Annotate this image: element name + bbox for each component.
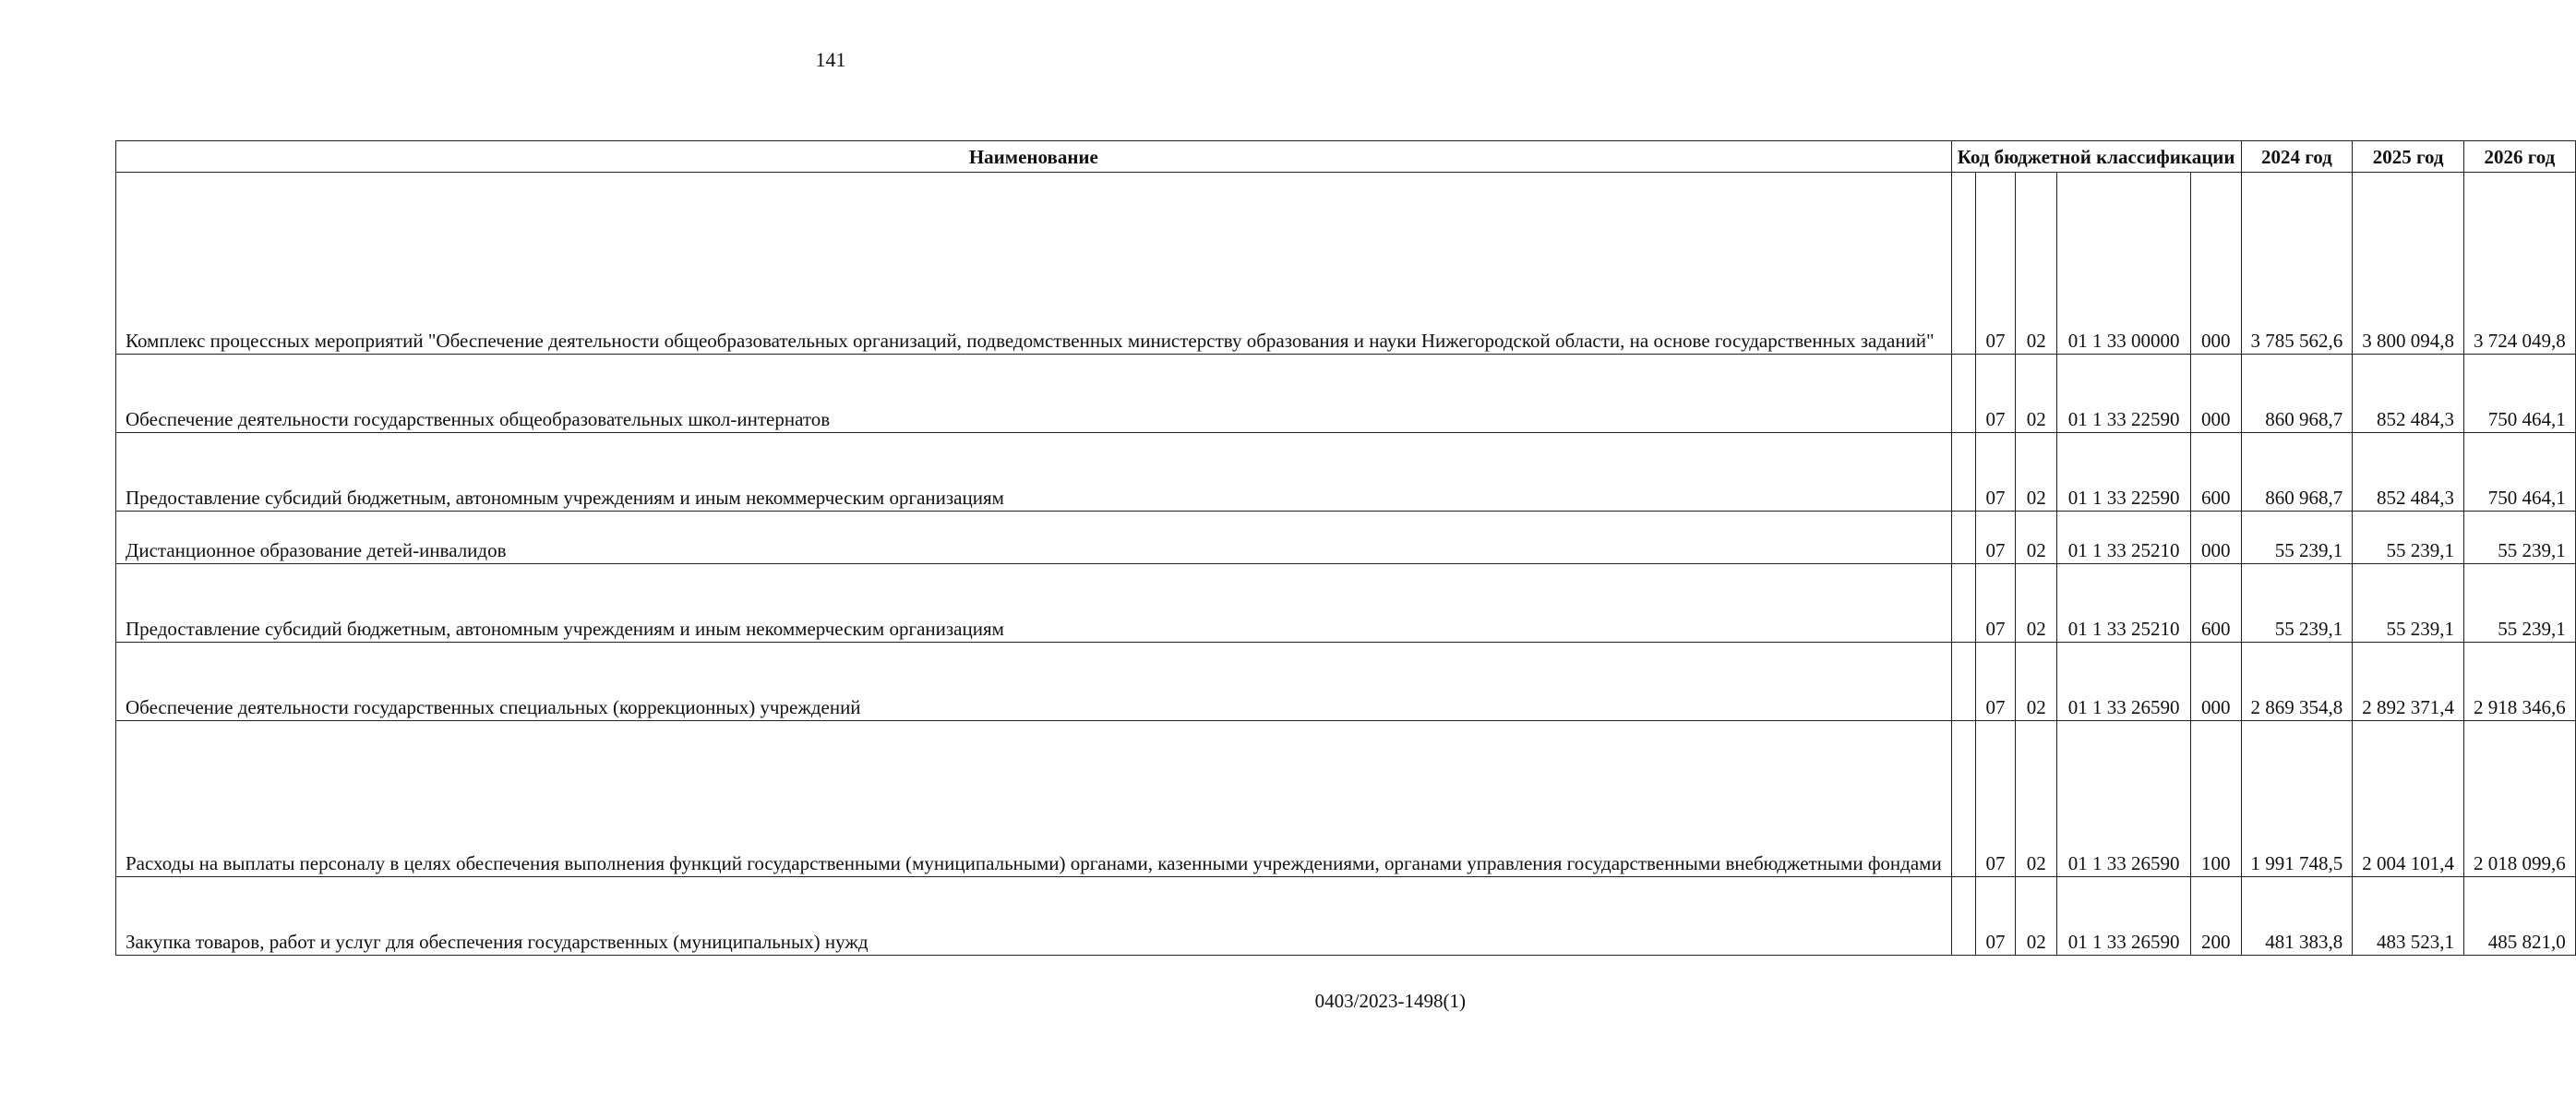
row-value-2025-cell: 483 523,1 [2353,877,2464,956]
row-target-code-cell: 01 1 33 00000 [2057,173,2191,355]
row-code-empty-cell [1951,173,1975,355]
document-code: 0403/2023-1498(1) [1314,990,1466,1012]
row-value-2026-cell: 3 724 049,8 [2464,173,2576,355]
row-value-2026-cell: 485 821,0 [2464,877,2576,956]
row-expense-type-cell: 100 [2191,721,2241,877]
row-value-2024-cell: 55 239,1 [2241,512,2353,564]
table-row [116,877,2576,956]
row-value-2025-cell: 2 004 101,4 [2353,721,2464,877]
row-name-cell: Комплекс процессных мероприятий "Обеспечение деятельности общеобразовательных организаций, подведомственных министерству образования и науки Нижегородской области, на основе государственных заданий" [116,173,1952,355]
row-expense-type-cell: 600 [2191,433,2241,512]
row-subsection-code-cell: 02 [2016,433,2057,512]
row-expense-type-cell: 200 [2191,877,2241,956]
row-subsection-code-cell: 02 [2016,564,2057,643]
row-expense-type-cell: 600 [2191,564,2241,643]
row-value-2025-cell: 852 484,3 [2353,433,2464,512]
row-target-code-cell: 01 1 33 26590 [2057,721,2191,877]
row-value-2024-cell: 3 785 562,6 [2241,173,2353,355]
row-name-cell: Дистанционное образование детей-инвалидов [116,512,1952,564]
row-code-empty-cell [1951,643,1975,721]
row-code-empty-cell [1951,721,1975,877]
row-value-2024-cell: 860 968,7 [2241,355,2353,433]
row-name-cell: Расходы на выплаты персоналу в целях обеспечения выполнения функций государственными (муниципальными) органами, казенными учреждениями, органами управления государственными внебюджетными фондами [116,721,1952,877]
row-value-2025-cell: 852 484,3 [2353,355,2464,433]
row-target-code-cell: 01 1 33 25210 [2057,512,2191,564]
row-value-2025-cell: 2 892 371,4 [2353,643,2464,721]
row-target-code-cell: 01 1 33 26590 [2057,643,2191,721]
header-name: Наименование [116,141,1952,173]
row-code-empty-cell [1951,355,1975,433]
header-2026: 2026 год [2464,141,2576,173]
row-subsection-code-cell: 02 [2016,877,2057,956]
row-value-2026-cell: 2 018 099,6 [2464,721,2576,877]
row-code-empty-cell [1951,433,1975,512]
row-expense-type-cell: 000 [2191,173,2241,355]
row-subsection-code-cell: 02 [2016,721,2057,877]
row-subsection-code-cell: 02 [2016,512,2057,564]
row-value-2025-cell: 3 800 094,8 [2353,173,2464,355]
row-subsection-code-cell: 02 [2016,173,2057,355]
row-value-2026-cell: 55 239,1 [2464,512,2576,564]
row-subsection-code-cell: 02 [2016,643,2057,721]
row-expense-type-cell: 000 [2191,355,2241,433]
row-expense-type-cell: 000 [2191,512,2241,564]
table-row [116,173,2576,355]
table-row [116,512,2576,564]
row-value-2026-cell: 750 464,1 [2464,355,2576,433]
row-section-code-cell: 07 [1975,433,2016,512]
row-expense-type-cell: 000 [2191,643,2241,721]
row-value-2024-cell: 1 991 748,5 [2241,721,2353,877]
row-value-2026-cell: 750 464,1 [2464,433,2576,512]
table-row [116,433,2576,512]
row-value-2024-cell: 2 869 354,8 [2241,643,2353,721]
table-row [116,564,2576,643]
row-value-2026-cell: 2 918 346,6 [2464,643,2576,721]
row-section-code-cell: 07 [1975,173,2016,355]
row-name-cell: Обеспечение деятельности государственных специальных (коррекционных) учреждений [116,643,1952,721]
row-name-cell: Предоставление субсидий бюджетным, автономным учреждениям и иным некоммерческим организациям [116,564,1952,643]
row-target-code-cell: 01 1 33 26590 [2057,877,2191,956]
table-header-row [116,141,2576,173]
table-row [116,721,2576,877]
row-value-2026-cell: 55 239,1 [2464,564,2576,643]
row-value-2025-cell: 55 239,1 [2353,564,2464,643]
row-section-code-cell: 07 [1975,721,2016,877]
header-code: Код бюджетной классификации [1951,141,2241,173]
row-name-cell: Закупка товаров, работ и услуг для обеспечения государственных (муниципальных) нужд [116,877,1952,956]
row-target-code-cell: 01 1 33 22590 [2057,355,2191,433]
table-row [116,643,2576,721]
row-name-cell: Предоставление субсидий бюджетным, автономным учреждениям и иным некоммерческим организациям [116,433,1952,512]
row-section-code-cell: 07 [1975,643,2016,721]
row-subsection-code-cell: 02 [2016,355,2057,433]
table-body [116,173,2576,956]
header-2024: 2024 год [2241,141,2353,173]
row-target-code-cell: 01 1 33 22590 [2057,433,2191,512]
row-section-code-cell: 07 [1975,564,2016,643]
table-row [116,355,2576,433]
row-code-empty-cell [1951,877,1975,956]
row-value-2024-cell: 860 968,7 [2241,433,2353,512]
row-section-code-cell: 07 [1975,355,2016,433]
row-value-2025-cell: 55 239,1 [2353,512,2464,564]
row-target-code-cell: 01 1 33 25210 [2057,564,2191,643]
row-code-empty-cell [1951,564,1975,643]
page-number: 141 [815,48,846,71]
row-value-2024-cell: 55 239,1 [2241,564,2353,643]
header-2025: 2025 год [2353,141,2464,173]
row-name-cell: Обеспечение деятельности государственных общеобразовательных школ-интернатов [116,355,1952,433]
row-section-code-cell: 07 [1975,512,2016,564]
budget-table [115,140,2576,956]
row-code-empty-cell [1951,512,1975,564]
row-value-2024-cell: 481 383,8 [2241,877,2353,956]
row-section-code-cell: 07 [1975,877,2016,956]
